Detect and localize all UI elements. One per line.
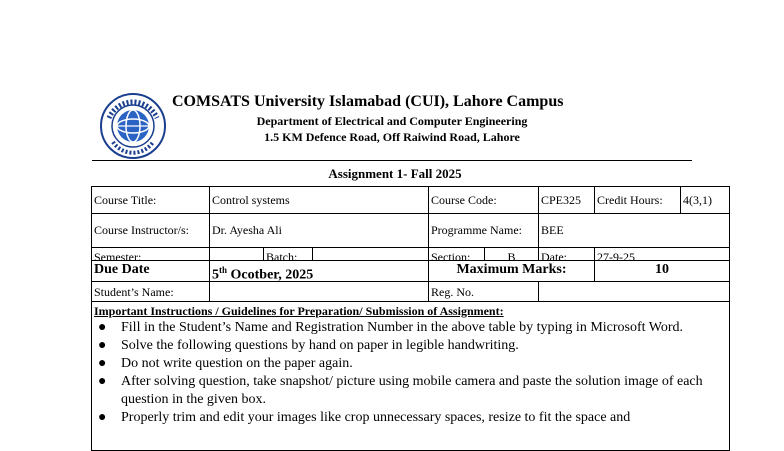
semester-label: Semester: (91, 247, 210, 261)
date-label: Date: (538, 247, 595, 261)
max-marks-value: 10 (594, 260, 730, 282)
course-title-value: Control systems (209, 186, 429, 214)
assignment-title: Assignment 1- Fall 2025 (328, 166, 462, 181)
instructions-title: Important Instructions / Guidelines for Preparation/ Submission of Assignment: (94, 304, 504, 318)
list-item: ● Properly trim and edit your images like crop unnecessary spaces, resize to fit the space and (98, 410, 631, 425)
bullet-icon: ● (98, 338, 107, 353)
reg-no-input[interactable] (538, 281, 730, 302)
list-item: ● Fill in the Student’s Name and Registration Number in the above table by typing in Microsoft Word. (98, 320, 684, 335)
reg-no-label: Reg. No. (428, 281, 539, 302)
max-marks-label: Maximum Marks: (428, 260, 595, 282)
student-name-label: Student’s Name: (91, 281, 210, 302)
bullet-icon: ● (98, 374, 107, 389)
student-name-input[interactable] (209, 281, 429, 302)
instructor-value: Dr. Ayesha Ali (209, 213, 429, 248)
department-name: Department of Electrical and Computer Engineering (256, 114, 528, 128)
semester-value (209, 247, 264, 261)
campus-address: 1.5 KM Defence Road, Off Raiwind Road, Lahore (264, 130, 520, 144)
batch-value (312, 247, 429, 261)
instructions-list (96, 319, 736, 427)
programme-label: Programme Name: (428, 213, 539, 248)
due-date-value: 5th Ocotber, 2025 (209, 260, 429, 282)
due-date-label: Due Date (91, 260, 210, 282)
credit-hours-label: Credit Hours: (594, 186, 681, 214)
header-divider (92, 160, 692, 161)
credit-hours-value: 4(3,1) (680, 186, 730, 214)
university-logo (99, 92, 167, 160)
course-title-label: Course Title: (91, 186, 210, 214)
instructor-label: Course Instructor/s: (91, 213, 210, 248)
batch-label: Batch: (263, 247, 313, 261)
list-item: ● Do not write question on the paper again. (98, 356, 353, 371)
programme-value: BEE (538, 213, 730, 248)
course-code-value: CPE325 (538, 186, 595, 214)
date-value: 27-9-25 (594, 247, 730, 261)
bullet-icon: ● (98, 356, 107, 371)
section-value: B (484, 247, 539, 261)
course-code-label: Course Code: (428, 186, 539, 214)
section-label: Section: (428, 247, 485, 261)
list-item: ● After solving question, take snapshot/ picture using mobile camera and paste the solution image of each question in the given box. (98, 374, 703, 407)
bullet-icon: ● (98, 410, 107, 425)
university-name: COMSATS University Islamabad (CUI), Lahore Campus (172, 93, 564, 110)
list-item: ● Solve the following questions by hand on paper in legible handwriting. (98, 338, 519, 353)
bullet-icon: ● (98, 320, 107, 335)
